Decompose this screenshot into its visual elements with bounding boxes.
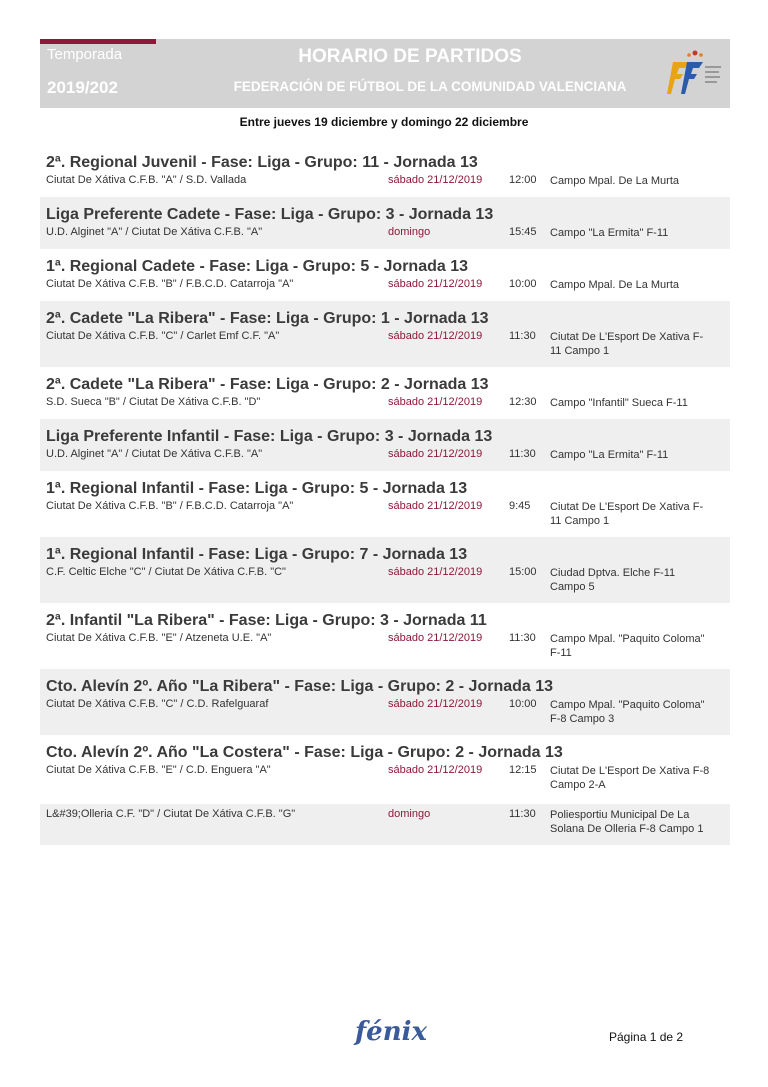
competition-title: 1ª. Regional Infantil - Fase: Liga - Grupo: 7 - Jornada 13	[46, 546, 468, 563]
fenix-logo: fénix	[355, 1017, 428, 1047]
competition-group	[40, 197, 730, 249]
match-venue: Campo Mpal. De La Murta	[550, 175, 679, 187]
match-date: sábado 21/12/2019	[388, 566, 483, 578]
match-date: sábado 21/12/2019	[388, 448, 483, 460]
competition-title: 2ª. Cadete "La Ribera" - Fase: Liga - Grupo: 1 - Jornada 13	[46, 310, 489, 327]
match-teams: Ciutat De Xátiva C.F.B. "B" / F.B.C.D. Catarroja "A"	[46, 500, 294, 512]
match-time: 15:45	[509, 226, 537, 238]
match-date: sábado 21/12/2019	[388, 500, 483, 512]
match-row	[40, 694, 730, 735]
match-teams: Ciutat De Xátiva C.F.B. "E" / C.D. Enguera "A"	[46, 764, 271, 776]
match-venue: Ciutat De L'Esport De Xativa F-11 Campo 1	[550, 501, 704, 527]
match-time: 15:00	[509, 566, 537, 578]
competition-title: 2ª. Infantil "La Ribera" - Fase: Liga - Grupo: 3 - Jornada 11	[46, 612, 487, 629]
match-teams: Ciutat De Xátiva C.F.B. "B" / F.B.C.D. Catarroja "A"	[46, 278, 294, 290]
match-teams: Ciutat De Xátiva C.F.B. "E" / Atzeneta U.E. "A"	[46, 632, 272, 644]
date-range: Entre jueves 19 diciembre y domingo 22 diciembre	[239, 115, 529, 129]
competition-title: 1ª. Regional Cadete - Fase: Liga - Grupo: 5 - Jornada 13	[46, 258, 469, 275]
match-venue: Ciutat De L'Esport De Xativa F-8 Campo 2-A	[550, 765, 710, 791]
competition-group	[40, 735, 730, 845]
match-time: 11:30	[509, 632, 536, 644]
match-venue: Campo "Infantil" Sueca F-11	[550, 397, 688, 409]
competition-group	[40, 419, 730, 471]
match-row	[40, 274, 730, 301]
competition-title: Liga Preferente Cadete - Fase: Liga - Grupo: 3 - Jornada 13	[46, 206, 494, 223]
match-venue: Campo Mpal. "Paquito Coloma" F-8 Campo 3	[550, 699, 705, 725]
match-date: sábado 21/12/2019	[388, 278, 483, 290]
competition-group	[40, 669, 730, 735]
match-row	[40, 222, 730, 249]
match-teams: S.D. Sueca "B" / Ciutat De Xátiva C.F.B. "D"	[46, 396, 261, 408]
match-time: 12:30	[509, 396, 537, 408]
match-teams: U.D. Alginet "A" / Ciutat De Xátiva C.F.B. "A"	[46, 226, 263, 238]
match-time: 10:00	[509, 278, 537, 290]
match-date: sábado 21/12/2019	[388, 396, 483, 408]
match-venue: Campo "La Ermita" F-11	[550, 449, 669, 461]
match-venue: Ciudad Dptva. Elche F-11 Campo 5	[550, 567, 676, 593]
match-time: 10:00	[509, 698, 537, 710]
match-row	[40, 496, 730, 537]
page-title: HORARIO DE PARTIDOS	[298, 46, 522, 67]
competition-title: Cto. Alevín 2º. Año "La Ribera" - Fase: Liga - Grupo: 2 - Jornada 13	[46, 678, 554, 695]
match-date: sábado 21/12/2019	[388, 330, 483, 342]
competition-group	[40, 537, 730, 603]
match-date: sábado 21/12/2019	[388, 174, 483, 186]
competition-title: 1ª. Regional Infantil - Fase: Liga - Grupo: 5 - Jornada 13	[46, 480, 468, 497]
season-value: 2019/202	[47, 78, 118, 97]
match-time: 11:30	[509, 330, 536, 342]
competition-group	[40, 145, 730, 197]
competition-group	[40, 301, 730, 367]
match-teams: Ciutat De Xátiva C.F.B. "C" / Carlet Emf C.F. "A"	[46, 330, 280, 342]
competition-group	[40, 367, 730, 419]
match-teams: Ciutat De Xátiva C.F.B. "A" / S.D. Vallada	[46, 174, 247, 186]
page-subtitle: FEDERACIÓN DE FÚTBOL DE LA COMUNIDAD VALENCIANA	[233, 79, 627, 94]
match-date: sábado 21/12/2019	[388, 764, 483, 776]
match-date: sábado 21/12/2019	[388, 698, 483, 710]
competition-title: Cto. Alevín 2º. Año "La Costera" - Fase: Liga - Grupo: 2 - Jornada 13	[46, 744, 563, 761]
match-venue: Campo Mpal. De La Murta	[550, 279, 679, 291]
match-teams: Ciutat De Xátiva C.F.B. "C" / C.D. Rafelguaraf	[46, 698, 269, 710]
competition-group	[40, 249, 730, 301]
match-venue: Ciutat De L'Esport De Xativa F-11 Campo 1	[550, 331, 704, 357]
match-time: 9:45	[509, 500, 531, 512]
page-number: Página 1 de 2	[609, 1030, 684, 1044]
match-date: sábado 21/12/2019	[388, 632, 483, 644]
competition-title: 2ª. Cadete "La Ribera" - Fase: Liga - Grupo: 2 - Jornada 13	[46, 376, 489, 393]
match-venue: Campo "La Ermita" F-11	[550, 227, 669, 239]
match-time: 12:00	[509, 174, 537, 186]
competition-title: 2ª. Regional Juvenil - Fase: Liga - Grupo: 11 - Jornada 13	[46, 154, 478, 171]
match-row	[40, 326, 730, 367]
header-bar	[40, 39, 730, 108]
match-row	[40, 392, 730, 419]
match-row	[40, 760, 730, 801]
match-row	[40, 562, 730, 603]
match-time: 11:30	[509, 808, 536, 820]
header-accent-stripe	[40, 39, 156, 44]
competition-title: Liga Preferente Infantil - Fase: Liga - Grupo: 3 - Jornada 13	[46, 428, 493, 445]
match-row	[40, 803, 730, 845]
season-label: Temporada	[47, 46, 123, 63]
competition-group	[40, 471, 730, 537]
match-time: 12:15	[509, 764, 537, 776]
ffcv-logo-icon	[667, 48, 723, 100]
match-teams: U.D. Alginet "A" / Ciutat De Xátiva C.F.B. "A"	[46, 448, 263, 460]
match-venue: Poliesportiu Municipal De La Solana De Olleria F-8 Campo 1	[550, 809, 704, 835]
match-row	[40, 444, 730, 471]
match-time: 11:30	[509, 448, 536, 460]
match-teams: L&#39;Olleria C.F. "D" / Ciutat De Xátiva C.F.B. "G"	[46, 808, 296, 820]
match-list	[40, 145, 730, 845]
match-venue: Campo Mpal. "Paquito Coloma" F-11	[550, 633, 705, 659]
match-date: domingo	[388, 808, 431, 820]
match-teams: C.F. Celtic Elche "C" / Ciutat De Xátiva C.F.B. "C"	[46, 566, 286, 578]
match-row	[40, 170, 730, 197]
match-row	[40, 628, 730, 669]
match-date: domingo	[388, 226, 431, 238]
competition-group	[40, 603, 730, 669]
